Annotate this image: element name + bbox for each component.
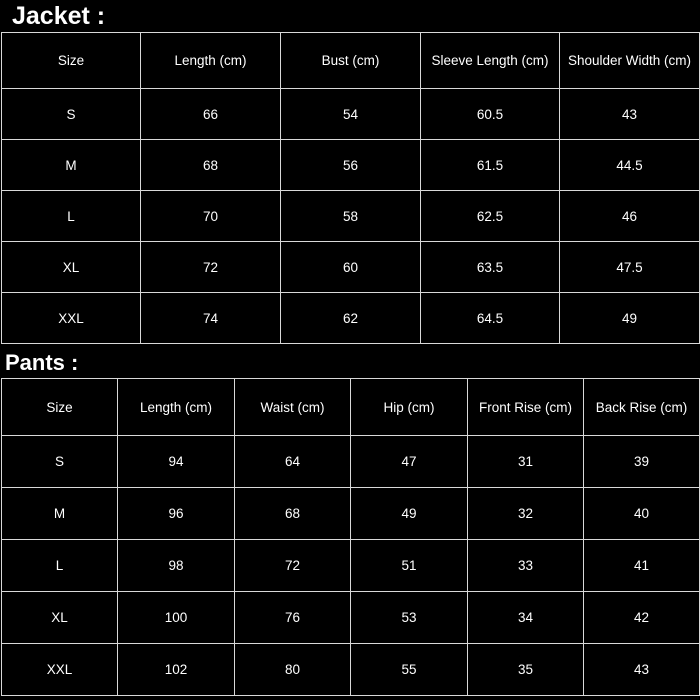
table-row — [2, 592, 700, 644]
pants-cell-waist: 68 — [235, 488, 351, 540]
pants-cell-waist: 76 — [235, 592, 351, 644]
jacket-cell-sleeve-length: 61.5 — [421, 140, 560, 191]
pants-header-length: Length (cm) — [118, 379, 235, 436]
pants-header-waist: Waist (cm) — [235, 379, 351, 436]
pants-cell-hip: 55 — [351, 644, 468, 696]
pants-cell-length: 102 — [118, 644, 235, 696]
jacket-header-size: Size — [2, 33, 141, 89]
jacket-header-shoulder-width: Shoulder Width (cm) — [560, 33, 700, 89]
table-row — [2, 436, 700, 488]
jacket-cell-sleeve-length: 62.5 — [421, 191, 560, 242]
pants-cell-size: XL — [2, 592, 118, 644]
jacket-cell-sleeve-length: 64.5 — [421, 293, 560, 344]
jacket-cell-length: 74 — [141, 293, 281, 344]
pants-cell-size: XXL — [2, 644, 118, 696]
jacket-cell-size: M — [2, 140, 141, 191]
table-row — [2, 488, 700, 540]
pants-cell-front-rise: 31 — [468, 436, 584, 488]
jacket-cell-shoulder-width: 49 — [560, 293, 700, 344]
jacket-cell-length: 72 — [141, 242, 281, 293]
jacket-cell-bust: 54 — [281, 89, 421, 140]
pants-cell-front-rise: 34 — [468, 592, 584, 644]
jacket-cell-shoulder-width: 47.5 — [560, 242, 700, 293]
jacket-cell-shoulder-width: 46 — [560, 191, 700, 242]
pants-header-size: Size — [2, 379, 118, 436]
jacket-cell-sleeve-length: 60.5 — [421, 89, 560, 140]
pants-cell-back-rise: 42 — [584, 592, 700, 644]
pants-cell-front-rise: 33 — [468, 540, 584, 592]
pants-cell-back-rise: 39 — [584, 436, 700, 488]
pants-header-front-rise: Front Rise (cm) — [468, 379, 584, 436]
pants-cell-hip: 53 — [351, 592, 468, 644]
pants-cell-size: M — [2, 488, 118, 540]
jacket-cell-sleeve-length: 63.5 — [421, 242, 560, 293]
jacket-cell-bust: 58 — [281, 191, 421, 242]
pants-cell-length: 96 — [118, 488, 235, 540]
jacket-section-title: Jacket : — [12, 2, 106, 30]
jacket-cell-bust: 60 — [281, 242, 421, 293]
jacket-cell-size: XL — [2, 242, 141, 293]
table-row — [2, 644, 700, 696]
jacket-cell-length: 70 — [141, 191, 281, 242]
jacket-cell-bust: 56 — [281, 140, 421, 191]
jacket-header-row — [2, 33, 700, 89]
pants-size-table — [1, 378, 700, 696]
table-row — [2, 140, 700, 191]
pants-cell-hip: 47 — [351, 436, 468, 488]
pants-cell-back-rise: 41 — [584, 540, 700, 592]
pants-cell-size: L — [2, 540, 118, 592]
pants-cell-hip: 49 — [351, 488, 468, 540]
pants-cell-length: 98 — [118, 540, 235, 592]
jacket-cell-size: XXL — [2, 293, 141, 344]
jacket-cell-size: L — [2, 191, 141, 242]
pants-section-title: Pants : — [5, 350, 79, 375]
pants-cell-waist: 72 — [235, 540, 351, 592]
jacket-cell-shoulder-width: 44.5 — [560, 140, 700, 191]
table-row — [2, 191, 700, 242]
table-row — [2, 540, 700, 592]
pants-cell-length: 100 — [118, 592, 235, 644]
jacket-header-bust: Bust (cm) — [281, 33, 421, 89]
pants-cell-waist: 80 — [235, 644, 351, 696]
jacket-cell-bust: 62 — [281, 293, 421, 344]
table-row — [2, 89, 700, 140]
pants-cell-size: S — [2, 436, 118, 488]
pants-cell-waist: 64 — [235, 436, 351, 488]
jacket-cell-length: 68 — [141, 140, 281, 191]
jacket-cell-shoulder-width: 43 — [560, 89, 700, 140]
jacket-header-sleeve-length: Sleeve Length (cm) — [421, 33, 560, 89]
jacket-header-length: Length (cm) — [141, 33, 281, 89]
pants-header-back-rise: Back Rise (cm) — [584, 379, 700, 436]
pants-header-hip: Hip (cm) — [351, 379, 468, 436]
pants-cell-back-rise: 40 — [584, 488, 700, 540]
jacket-cell-size: S — [2, 89, 141, 140]
jacket-size-table — [1, 32, 700, 344]
pants-cell-back-rise: 43 — [584, 644, 700, 696]
table-row — [2, 242, 700, 293]
pants-cell-front-rise: 32 — [468, 488, 584, 540]
table-row — [2, 293, 700, 344]
pants-cell-front-rise: 35 — [468, 644, 584, 696]
pants-header-row — [2, 379, 700, 436]
pants-cell-hip: 51 — [351, 540, 468, 592]
pants-cell-length: 94 — [118, 436, 235, 488]
jacket-cell-length: 66 — [141, 89, 281, 140]
